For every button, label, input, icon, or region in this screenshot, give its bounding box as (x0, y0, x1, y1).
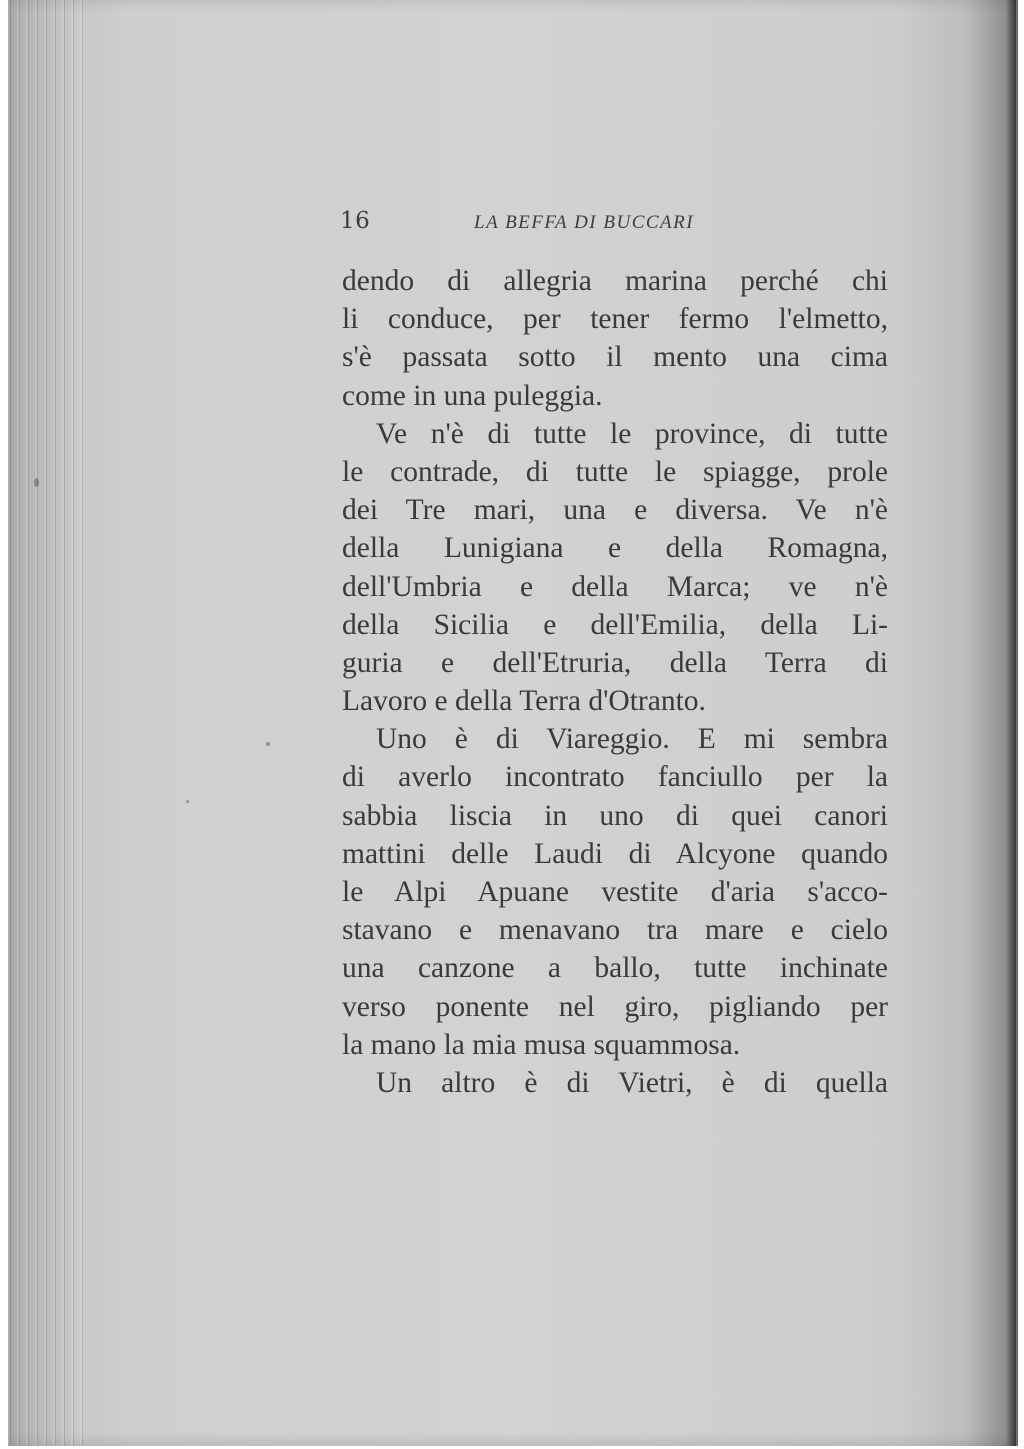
running-title: LA BEFFA DI BUCCARI (474, 212, 695, 233)
text-line: s'è passata sotto il mento una cima (342, 341, 888, 374)
text-line: la mano la mia musa squammosa. (342, 1028, 741, 1061)
text-line: di averlo incontrato fanciullo per la (342, 761, 888, 794)
text-line: sabbia liscia in uno di quei canori (342, 799, 888, 832)
text-line: le Alpi Apuane vestite d'aria s'acco- (342, 876, 888, 908)
text-line: dell'Umbria e della Marca; ve n'è (342, 570, 888, 603)
text-line: come in una puleggia. (342, 379, 603, 412)
text-line: stavano e menavano tra mare e cielo (342, 914, 888, 947)
text-line: Lavoro e della Terra d'Otranto. (342, 685, 706, 718)
binding-shadow (1006, 0, 1018, 1446)
page-number: 16 (340, 208, 371, 234)
text-line: della Sicilia e dell'Emilia, della Li- (342, 608, 888, 641)
text-line: le contrade, di tutte le spiagge, prole (342, 455, 888, 488)
text-line: li conduce, per tener fermo l'elmetto, (342, 303, 888, 336)
paper-speck (266, 742, 270, 746)
text-line: Un altro è di Vietri, è di quella (376, 1066, 888, 1099)
stacked-page-edges (8, 0, 88, 1446)
text-line: mattini delle Laudi di Alcyone quando (342, 837, 888, 870)
text-line: una canzone a ballo, tutte inchinate (342, 952, 888, 985)
text-line: verso ponente nel giro, pigliando per (342, 990, 888, 1023)
paper-speck (186, 800, 189, 803)
paper-speck (34, 478, 39, 487)
page-header (340, 208, 885, 244)
text-line: Ve n'è di tutte le province, di tutte (376, 417, 888, 450)
text-line: Uno è di Viareggio. E mi sembra (376, 723, 888, 756)
text-line: guria e dell'Etruria, della Terra di (342, 646, 888, 679)
text-line: dei Tre mari, una e diversa. Ve n'è (342, 494, 888, 527)
text-line: della Lunigiana e della Romagna, (342, 532, 888, 565)
text-line: dendo di allegria marina perché chi (342, 265, 888, 297)
body-text (342, 262, 888, 1102)
